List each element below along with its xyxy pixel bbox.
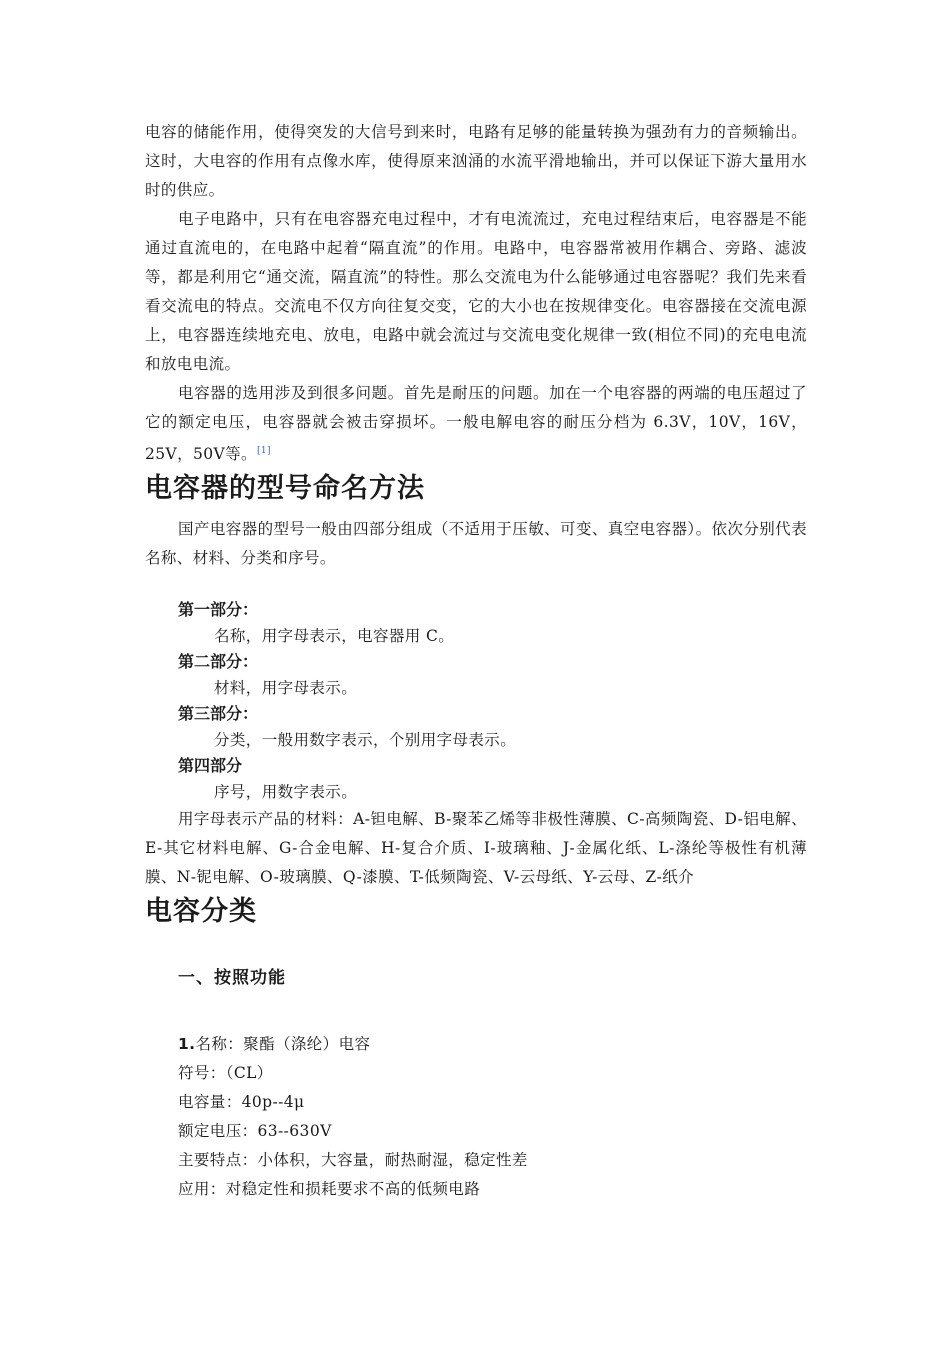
item-number: 1. xyxy=(178,1035,196,1054)
item-capacitance: 电容量：40p--4μ xyxy=(178,1093,305,1112)
subheading-by-function: 一、按照功能 xyxy=(178,968,286,989)
paragraph-selection-text: 电容器的选用涉及到很多问题。首先是耐压的问题。加在一个电容器的两端的电压超过了它的额定电压，电容器就会被击穿损坏。一般电解电容的耐压分档为 6.3V，10V，16V，25V，50V等。 xyxy=(145,384,807,464)
part-1-title: 第一部分： xyxy=(178,600,259,620)
parts-list xyxy=(145,597,807,805)
item-voltage: 额定电压：63--630V xyxy=(178,1122,332,1141)
item-name-text: 名称：聚酯（涤纶）电容 xyxy=(195,1035,371,1054)
heading-classification: 电容分类 xyxy=(145,896,257,928)
item-symbol: 符号：（CL） xyxy=(178,1064,273,1083)
part-3-title: 第三部分： xyxy=(178,704,259,724)
part-3-desc: 分类，一般用数字表示，个别用字母表示。 xyxy=(214,731,517,750)
reference-link[interactable]: [1] xyxy=(256,446,271,456)
item-features: 主要特点：小体积，大容量，耐热耐湿，稳定性差 xyxy=(178,1151,528,1170)
paragraph-energy-storage: 电容的储能作用，使得突发的大信号到来时，电路有足够的能量转换为强劲有力的音频输出。这时，大电容的作用有点像水库，使得原来汹涌的水流平滑地输出，并可以保证下游大量用水时的供应。 xyxy=(145,123,807,199)
item-application: 应用：对稳定性和损耗要求不高的低频电路 xyxy=(178,1180,481,1199)
part-2-title: 第二部分： xyxy=(178,652,259,672)
document-page xyxy=(145,118,807,1204)
heading-naming-method: 电容器的型号命名方法 xyxy=(145,473,425,505)
part-1-desc: 名称，用字母表示，电容器用 C。 xyxy=(214,627,455,646)
paragraph-selection xyxy=(145,379,807,469)
item-name xyxy=(178,1030,807,1059)
capacitor-item-1 xyxy=(145,1030,807,1204)
paragraph-ac-dc: 电子电路中，只有在电容器充电过程中，才有电流流过，充电过程结束后，电容器是不能通过直流电的，在电路中起着“隔直流”的作用。电路中，电容器常被用作耦合、旁路、滤波等，都是利用它“通交流，隔直流”的特性。那么交流电为什么能够通过电容器呢？我们先来看看交流电的特点。交流电不仅方向往复交变，它的大小也在按规律变化。电容器接在交流电源上，电容器连续地充电、放电，电路中就会流过与交流电变化规律一致(相位不同)的充电电流和放电电流。 xyxy=(145,210,807,373)
part-4-desc: 序号，用数字表示。 xyxy=(214,783,358,802)
materials-paragraph: 用字母表示产品的材料：A-钽电解、B-聚苯乙烯等非极性薄膜、C-高频陶瓷、D-铝电解、E-其它材料电解、G-合金电解、H-复合介质、I-玻璃釉、J-金属化纸、L-涤纶等极性有机薄膜、N-铌电解、O-玻璃膜、Q-漆膜、T-低频陶瓷、V-云母纸、Y-云母、Z-纸介 xyxy=(145,810,807,887)
part-4-title: 第四部分 xyxy=(178,756,243,776)
part-2-desc: 材料，用字母表示。 xyxy=(214,679,358,698)
naming-intro: 国产电容器的型号一般由四部分组成（不适用于压敏、可变、真空电容器）。依次分别代表名称、材料、分类和序号。 xyxy=(145,520,807,568)
